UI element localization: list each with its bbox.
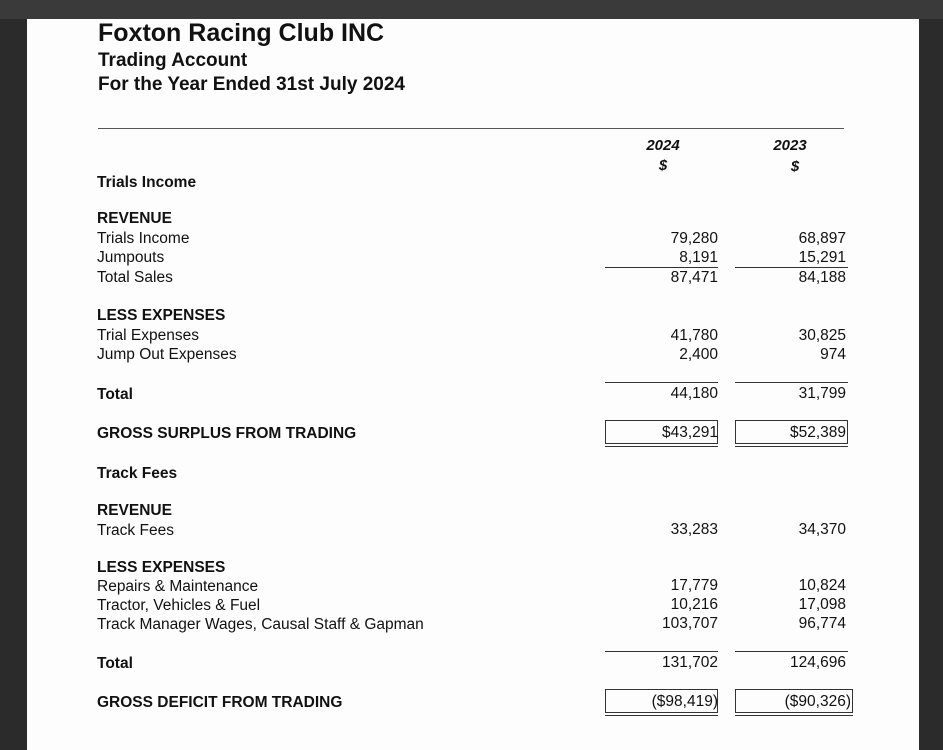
gross-surplus-label: GROSS SURPLUS FROM TRADING bbox=[97, 425, 357, 442]
double-underline bbox=[735, 443, 848, 444]
track-expenses-heading: LESS EXPENSES bbox=[97, 559, 226, 576]
result-box-edge bbox=[847, 420, 848, 444]
result-box-edge bbox=[852, 689, 853, 713]
row-label: Tractor, Vehicles & Fuel bbox=[97, 597, 261, 614]
double-underline bbox=[735, 712, 853, 713]
value-2023: 68,897 bbox=[798, 230, 846, 247]
row-label: Track Manager Wages, Causal Staff & Gapman bbox=[97, 616, 424, 633]
value-2024: 103,707 bbox=[661, 615, 718, 632]
value-2024: 87,471 bbox=[670, 269, 718, 286]
double-underline bbox=[605, 446, 718, 447]
header-rule bbox=[98, 128, 844, 129]
row-label: Trials Income bbox=[97, 230, 190, 247]
track-total-2024: 131,702 bbox=[661, 654, 718, 671]
row-label: Trial Expenses bbox=[97, 327, 199, 344]
column-currency-2024: $ bbox=[658, 157, 668, 174]
total-line bbox=[605, 651, 718, 652]
row-label: Jumpouts bbox=[97, 249, 165, 266]
row-label: Track Fees bbox=[97, 522, 174, 539]
value-2023: 34,370 bbox=[798, 521, 846, 538]
result-box-edge bbox=[735, 420, 736, 444]
result-top-line bbox=[735, 689, 853, 690]
trials-total-2024: 44,180 bbox=[670, 385, 718, 402]
double-underline bbox=[605, 443, 718, 444]
gross-deficit-label: GROSS DEFICIT FROM TRADING bbox=[97, 694, 343, 711]
value-2023: 84,188 bbox=[798, 269, 846, 286]
result-box-edge bbox=[605, 420, 606, 444]
double-underline bbox=[735, 715, 853, 716]
trials-total-2023: 31,799 bbox=[798, 385, 846, 402]
track-total-label: Total bbox=[97, 655, 133, 672]
result-top-line bbox=[735, 420, 848, 421]
viewer-top-bar bbox=[0, 0, 943, 19]
value-2024: 10,216 bbox=[670, 596, 718, 613]
value-2023: 974 bbox=[820, 346, 846, 363]
column-currency-2023: $ bbox=[790, 158, 800, 175]
value-2024: 33,283 bbox=[670, 521, 718, 538]
value-2024: 41,780 bbox=[670, 327, 718, 344]
double-underline bbox=[605, 712, 718, 713]
result-top-line bbox=[605, 689, 718, 690]
column-year-2024: 2024 bbox=[646, 137, 680, 154]
report-title: Trading Account bbox=[98, 50, 248, 71]
result-top-line bbox=[605, 420, 718, 421]
report-period: For the Year Ended 31st July 2024 bbox=[98, 74, 405, 95]
trials-revenue-heading: REVENUE bbox=[97, 210, 172, 227]
total-line bbox=[735, 382, 848, 383]
column-year-2023: 2023 bbox=[773, 137, 807, 154]
track-revenue-heading: REVENUE bbox=[97, 502, 172, 519]
value-2024: 79,280 bbox=[670, 230, 718, 247]
document-page bbox=[27, 19, 919, 750]
double-underline bbox=[735, 446, 848, 447]
row-label: Jump Out Expenses bbox=[97, 346, 237, 363]
section-title-trials: Trials Income bbox=[97, 174, 197, 191]
value-2023: 17,098 bbox=[798, 596, 846, 613]
subtotal-line bbox=[605, 267, 718, 268]
gross-deficit-2023: ($90,326) bbox=[784, 693, 851, 710]
row-label: Total Sales bbox=[97, 269, 173, 286]
result-box-edge bbox=[735, 689, 736, 713]
row-label: Repairs & Maintenance bbox=[97, 578, 259, 595]
double-underline bbox=[605, 715, 718, 716]
gross-surplus-2024: $43,291 bbox=[661, 424, 718, 441]
section-title-track: Track Fees bbox=[97, 465, 178, 482]
value-2024: 17,779 bbox=[670, 577, 718, 594]
value-2023: 15,291 bbox=[798, 249, 846, 266]
value-2023: 96,774 bbox=[798, 615, 846, 632]
value-2024: 2,400 bbox=[679, 346, 718, 363]
trials-total-label: Total bbox=[97, 386, 133, 403]
trials-expenses-heading: LESS EXPENSES bbox=[97, 307, 226, 324]
result-box-edge bbox=[605, 689, 606, 713]
subtotal-line bbox=[735, 267, 848, 268]
company-name: Foxton Racing Club INC bbox=[98, 19, 385, 47]
gross-deficit-2024: ($98,419) bbox=[651, 693, 718, 710]
value-2023: 30,825 bbox=[798, 327, 846, 344]
gross-surplus-2023: $52,389 bbox=[789, 424, 846, 441]
track-total-2023: 124,696 bbox=[789, 654, 846, 671]
value-2024: 8,191 bbox=[679, 249, 718, 266]
total-line bbox=[605, 382, 718, 383]
total-line bbox=[735, 651, 848, 652]
value-2023: 10,824 bbox=[798, 577, 846, 594]
